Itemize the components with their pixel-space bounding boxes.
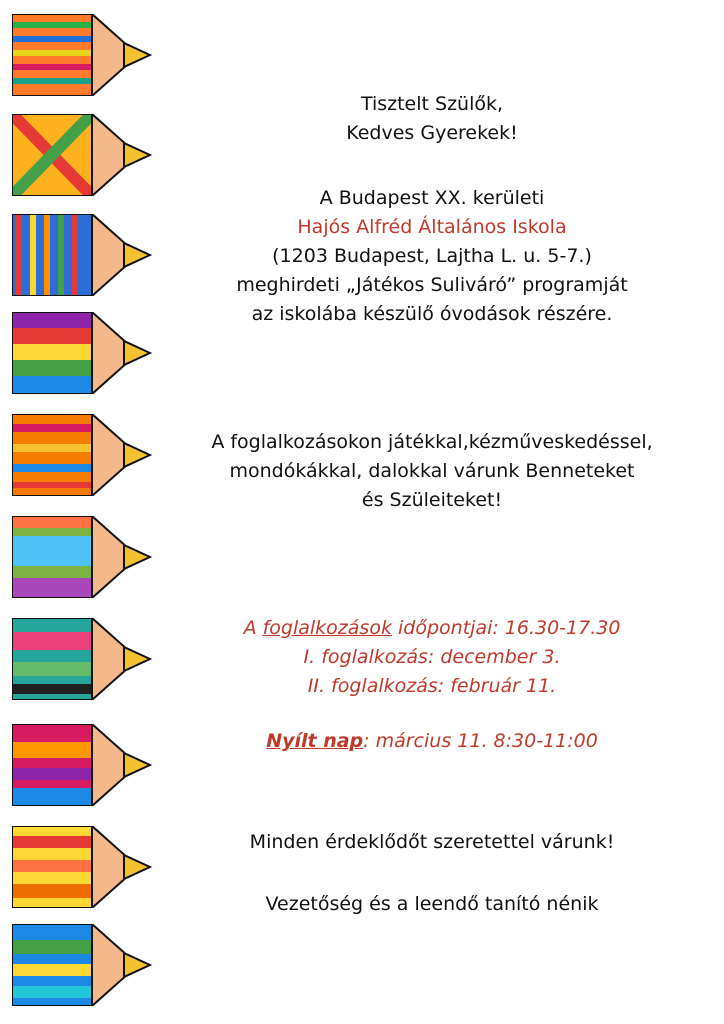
session-times-prefix: A (243, 617, 263, 639)
announcement-line: az iskolába készülő óvodások részére. (251, 303, 613, 325)
signature (140, 890, 724, 919)
activities-line: A foglalkozásokon játékkal,kézműveskedéssel, (211, 431, 653, 453)
activities (140, 428, 724, 515)
announcement-line: A Budapest XX. kerületi (319, 187, 545, 209)
session-times-label: foglalkozások (262, 617, 392, 639)
colored-pencil-icon (12, 724, 152, 806)
colored-pencil-icon (12, 618, 152, 700)
session-1: I. foglalkozás: december 3. (303, 646, 561, 668)
activities-line: mondókákkal, dalokkal várunk Benneteket (229, 460, 635, 482)
greeting-line: Tisztelt Szülők, (360, 93, 504, 115)
open-day-label: Nyílt nap (266, 730, 364, 752)
session-2: II. foglalkozás: február 11. (307, 675, 557, 697)
school-name: Hajós Alfréd Általános Iskola (297, 216, 567, 238)
school-address: (1203 Budapest, Lajtha L. u. 5-7.) (272, 245, 592, 267)
closing (140, 828, 724, 857)
colored-pencil-icon (12, 312, 152, 394)
announcement (140, 184, 724, 329)
colored-pencil-icon (12, 516, 152, 598)
open-day (140, 727, 724, 756)
session-times (140, 614, 724, 643)
announcement-line: meghirdeti „Játékos Suliváró” programját (236, 274, 628, 296)
colored-pencil-icon (12, 114, 152, 196)
colored-pencil-icon (12, 826, 152, 908)
colored-pencil-icon (12, 14, 152, 96)
signature-line: Vezetőség és a leendő tanító nénik (265, 893, 599, 915)
activities-line: és Szüleiteket! (361, 489, 503, 511)
colored-pencil-icon (12, 924, 152, 1006)
colored-pencil-icon (12, 414, 152, 496)
pencil-border (0, 0, 160, 1024)
schedule (140, 614, 724, 756)
colored-pencil-icon (12, 214, 152, 296)
greeting-line: Kedves Gyerekek! (346, 122, 518, 144)
welcome-message: Minden érdeklődőt szeretettel várunk! (249, 831, 615, 853)
session-times-value: időpontjai: 16.30-17.30 (391, 617, 621, 639)
open-day-value: : március 11. 8:30-11:00 (363, 730, 598, 752)
greeting (140, 90, 724, 148)
